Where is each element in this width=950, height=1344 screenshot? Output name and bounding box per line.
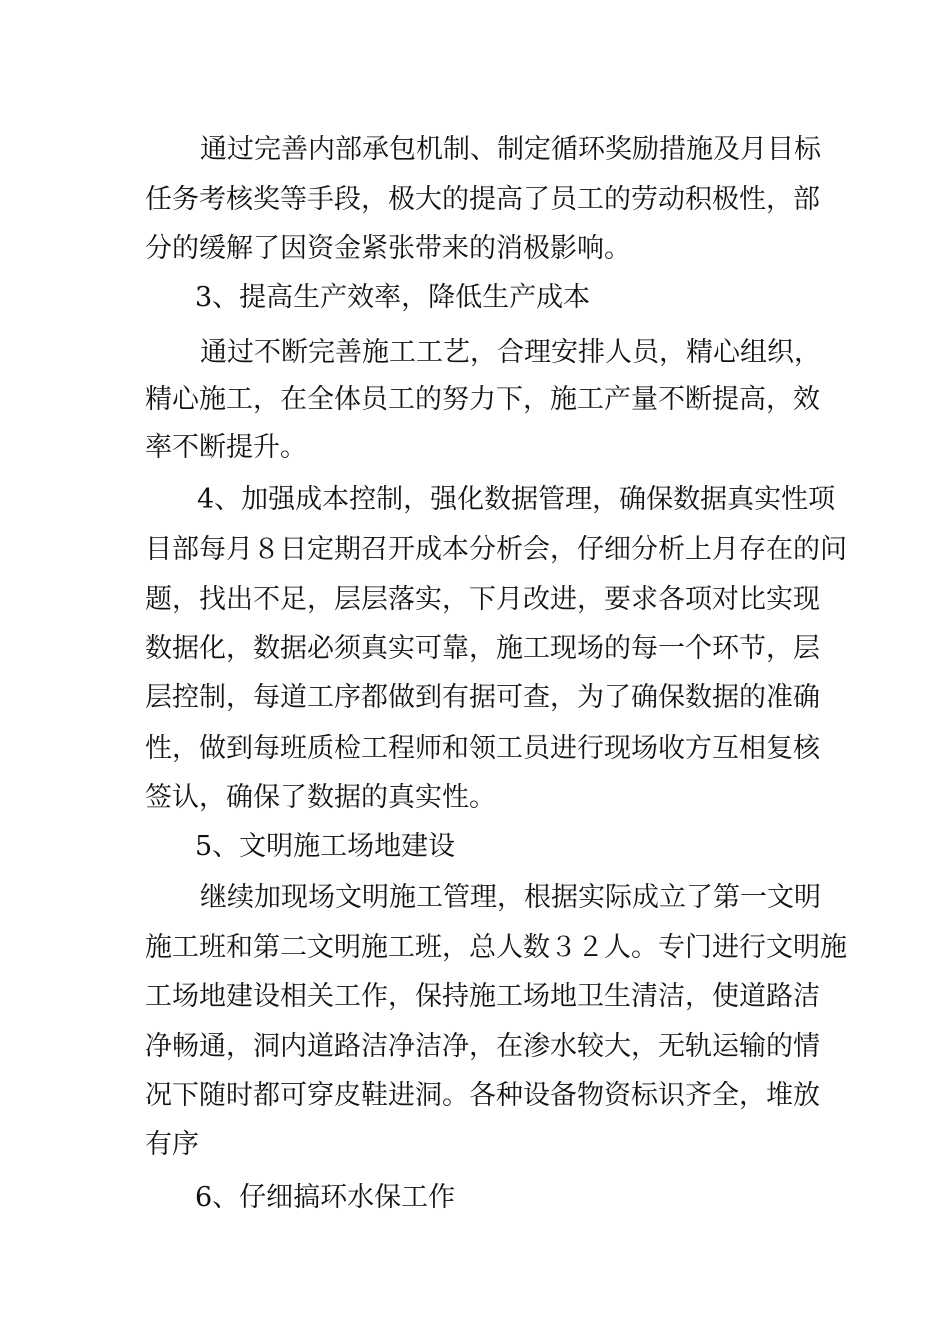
section-heading (0, 278, 950, 318)
paragraph-line (0, 778, 950, 818)
paragraph-line (0, 580, 950, 620)
line-text: 工场地建设相关工作，保持施工场地卫生清洁，使道路洁 (145, 981, 820, 1012)
line-text: 签认，确保了数据的真实性。 (145, 782, 496, 813)
line-text: 目部每月８日定期召开成本分析会，仔细分析上月存在的问 (145, 534, 847, 565)
section-heading (0, 1178, 950, 1218)
paragraph-line (0, 928, 950, 968)
paragraph-line (0, 1076, 950, 1116)
line-text: 数据化，数据必须真实可靠，施工现场的每一个环节，层 (145, 633, 820, 664)
line-text: 净畅通，洞内道路洁净洁净，在渗水较大，无轨运输的情 (145, 1031, 820, 1062)
heading-text: 3、提高生产效率，降低生产成本 (195, 282, 591, 313)
line-text: 分的缓解了因资金紧张带来的消极影响。 (145, 233, 631, 264)
line-text: 层控制，每道工序都做到有据可查，为了确保数据的准确 (145, 682, 820, 713)
paragraph-line (0, 629, 950, 669)
paragraph-line (0, 180, 950, 220)
line-text: 精心施工，在全体员工的努力下，施工产量不断提高，效 (145, 384, 820, 415)
line-text: 题，找出不足，层层落实，下月改进，要求各项对比实现 (145, 584, 820, 615)
section-heading (0, 827, 950, 867)
paragraph-line (0, 428, 950, 468)
paragraph-line (0, 229, 950, 269)
paragraph-line (0, 729, 950, 769)
paragraph-line (0, 380, 950, 420)
paragraph-line (0, 130, 950, 170)
paragraph-line (0, 1125, 950, 1165)
heading-text: 5、文明施工场地建设 (195, 831, 456, 862)
line-text: 率不断提升。 (145, 432, 307, 463)
paragraph-line (0, 977, 950, 1017)
paragraph-line (0, 1027, 950, 1067)
paragraph-line (0, 333, 950, 373)
line-text: 性，做到每班质检工程师和领工员进行现场收方互相复核 (145, 733, 820, 764)
line-text: 通过不断完善施工工艺，合理安排人员，精心组织， (200, 337, 821, 368)
heading-text: 6、仔细搞环水保工作 (195, 1182, 456, 1213)
line-text: 任务考核奖等手段，极大的提高了员工的劳动积极性，部 (145, 184, 820, 215)
paragraph-line (0, 678, 950, 718)
paragraph-line (0, 530, 950, 570)
line-text: 有序 (145, 1129, 199, 1160)
line-text: 施工班和第二文明施工班，总人数３２人。专门进行文明施 (145, 932, 847, 963)
paragraph-line (0, 878, 950, 918)
line-text: 通过完善内部承包机制、制定循环奖励措施及月目标 (200, 134, 821, 165)
line-text: 况下随时都可穿皮鞋进洞。各种设备物资标识齐全，堆放 (145, 1080, 820, 1111)
section-heading (0, 480, 950, 520)
line-text: 继续加现场文明施工管理，根据实际成立了第一文明 (200, 882, 821, 913)
heading-text: 4、加强成本控制，强化数据管理，确保数据真实性项 (197, 484, 836, 515)
